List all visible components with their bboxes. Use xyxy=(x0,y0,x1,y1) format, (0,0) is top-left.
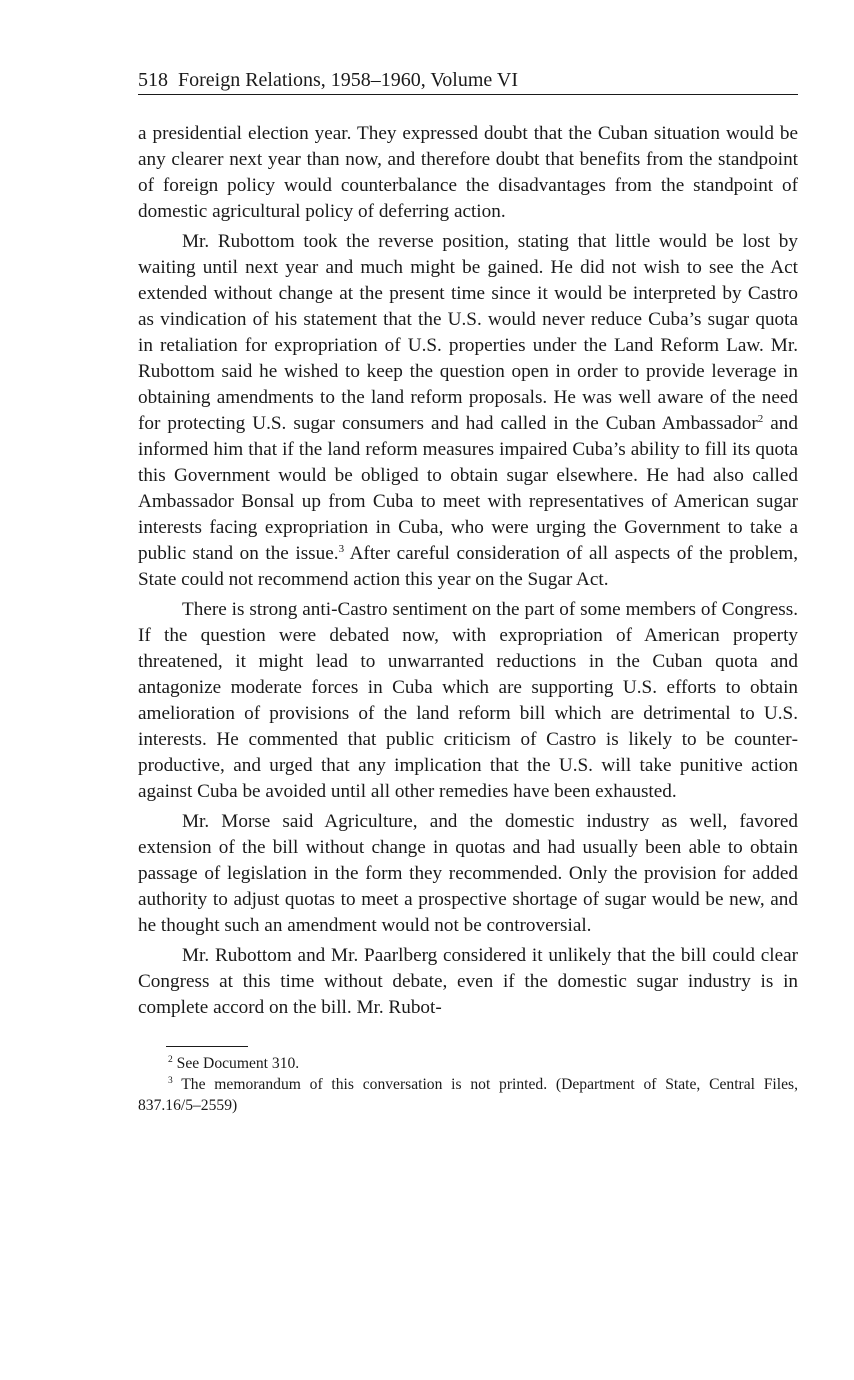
paragraph-2-part-c: After careful consideration of all aspects of the problem, State could not recommend action this year on the Sugar Act. xyxy=(138,543,798,590)
footnote-ref-3[interactable]: 3 xyxy=(338,543,345,555)
footnote-2-text: See Document 310. xyxy=(172,1055,300,1072)
paragraph-5: Mr. Rubottom and Mr. Paarlberg considered it unlikely that the bill could clear Congress at this time without debate, even if the domestic sugar industry is in complete accord on the bill. Mr. Rubot- xyxy=(138,945,798,1018)
document-page xyxy=(138,66,798,1116)
paragraph-2-part-b: and informed him that if the land reform measures impaired Cuba’s ability to fill its quota this Government would be obliged to obtain sugar elsewhere. He had also called Ambassador Bonsal up from Cuba to meet with representatives of American sugar interests facing expropriation in Cuba, who were urging the Government to take a public stand on the issue. xyxy=(138,413,798,564)
footnote-ref-2[interactable]: 2 xyxy=(757,413,764,425)
volume-title: Foreign Relations, 1958–1960, Volume VI xyxy=(178,69,518,91)
page-number: 518 xyxy=(138,69,168,91)
paragraph-3: There is strong anti-Castro sentiment on the part of some members of Congress. If the question were debated now, with expropriation of American property threatened, it might lead to unwarranted reductions in the Cuban quota and antagonize moderate forces in Cuba which are supporting U.S. efforts to obtain amelioration of provisions of the land reform bill which are detrimental to U.S. interests. He commented that public criticism of Castro is likely to be counterproductive, and urged that any implication that the U.S. will take punitive action against Cuba be avoided until all other remedies have been exhausted. xyxy=(138,599,798,802)
paragraph-1: a presidential election year. They expressed doubt that the Cuban situation would be any clearer next year than now, and therefore doubt that benefits from the standpoint of foreign policy would counterbalance the disadvantages from the standpoint of domestic agricultural policy of deferring action. xyxy=(138,123,798,222)
footnotes xyxy=(138,1053,798,1116)
footnote-3 xyxy=(138,1074,798,1116)
paragraph-2 xyxy=(138,229,798,593)
footnote-divider xyxy=(166,1046,248,1047)
footnote-3-text: The memorandum of this conversation is not printed. (Department of State, Central Files, 837.16/5–2559) xyxy=(138,1076,798,1114)
footnote-mark-3: 3 xyxy=(168,1076,173,1086)
paragraph-4: Mr. Morse said Agriculture, and the domestic industry as well, favored extension of the bill without change in quotas and had usually been able to obtain passage of legislation in the form they recommended. Only the provision for added authority to adjust quotas to meet a prospective shortage of sugar would be new, and he thought such an amendment would not be controversial. xyxy=(138,811,798,936)
body-text xyxy=(138,121,798,1021)
footnote-2 xyxy=(138,1053,798,1074)
running-header xyxy=(138,66,798,95)
footnote-mark-2: 2 xyxy=(168,1055,173,1065)
paragraph-2-part-a: Mr. Rubottom took the reverse position, stating that little would be lost by waiting until next year and much might be gained. He did not wish to see the Act extended without change at the present time since it would be interpreted by Castro as vindication of his statement that the U.S. would never reduce Cuba’s sugar quota in retaliation for expropriation of U.S. properties under the Land Reform Law. Mr. Rubottom said he wished to keep the question open in order to provide leverage in obtaining amendments to the land reform proposals. He was well aware of the need for protecting U.S. sugar consumers and had called in the Cuban Ambassador xyxy=(138,231,798,434)
